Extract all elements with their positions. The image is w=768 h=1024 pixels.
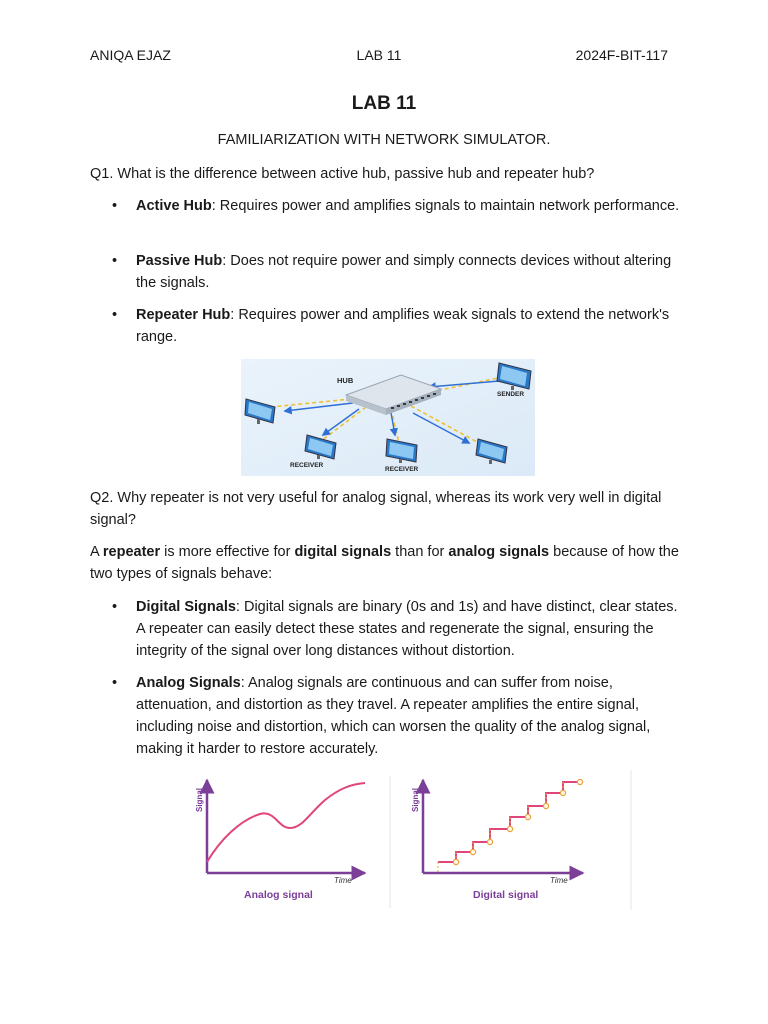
intro-text: is more effective for	[160, 544, 295, 560]
bullet-desc: : Analog signals are continuous and can suffer from noise, attenuation, and distortion as they travel. A repeater amplifies the entire signal, including noise and distortion, which can worsen the quality of the analog signal, making it harder to restore accurately.	[136, 675, 651, 757]
hub-label: HUB	[337, 376, 354, 385]
bullet-dot: •	[112, 253, 118, 269]
bullet-term: Passive Hub	[136, 253, 223, 269]
bullet-term: Active Hub	[136, 198, 212, 214]
bullet-term: Analog Signals	[136, 675, 241, 691]
bullet-term: Repeater Hub	[136, 307, 231, 323]
digital-steps	[438, 782, 580, 862]
bullet-text	[136, 195, 682, 217]
y-axis-label: Signal	[195, 787, 204, 812]
analog-caption: Analog signal	[244, 889, 313, 901]
bullet-desc: : Requires power and amplifies signals to maintain network performance.	[211, 198, 680, 214]
bullet-text	[136, 672, 682, 760]
intro-text: A	[90, 544, 103, 560]
receiver-label: RECEIVER	[385, 466, 419, 473]
digital-signal-graph	[411, 779, 583, 901]
q1-question: Q1. What is the difference between active hub, passive hub and repeater hub?	[90, 166, 595, 182]
bullet-desc: : Requires power and amplifies weak signals to extend the network's range.	[136, 307, 670, 345]
bullet-text	[136, 596, 682, 662]
sender-label: SENDER	[497, 391, 525, 398]
bullet-text	[136, 304, 682, 348]
list-item	[112, 596, 682, 662]
page-subtitle: FAMILIARIZATION WITH NETWORK SIMULATOR.	[217, 132, 551, 148]
list-item	[112, 672, 682, 760]
analog-wave	[207, 783, 365, 862]
q2-intro	[90, 541, 680, 585]
intro-text: because of how the two types of signals behave:	[90, 544, 679, 582]
list-item	[112, 304, 682, 348]
intro-term: repeater	[102, 544, 161, 560]
intro-term: analog signals	[448, 544, 550, 560]
analog-signal-graph	[195, 780, 365, 901]
bullet-dot: •	[112, 198, 118, 214]
bullet-dot: •	[112, 307, 118, 323]
intro-text: than for	[391, 544, 449, 560]
bullet-term: Digital Signals	[136, 599, 236, 615]
student-id: 2024F-BIT-117	[575, 47, 668, 63]
page-header	[90, 47, 668, 67]
bullet-desc: : Digital signals are binary (0s and 1s) and have distinct, clear states. A repeater can easily detect these states and regenerate the signal, ensuring the integrity of the signal over long distances without distortion.	[136, 599, 678, 659]
receiver-label: RECEIVER	[290, 462, 324, 469]
hub-network-diagram	[241, 359, 535, 476]
y-axis-label: Signal	[411, 787, 420, 812]
author-name: ANIQA EJAZ	[90, 47, 171, 63]
list-item	[112, 195, 682, 239]
header-lab: LAB 11	[356, 47, 402, 63]
x-axis-label: Time	[550, 876, 568, 885]
intro-term: digital signals	[294, 544, 392, 560]
q2-question: Q2. Why repeater is not very useful for analog signal, whereas its work very well in digital signal?	[90, 490, 662, 528]
bullet-dot: •	[112, 675, 118, 691]
bullet-text	[136, 250, 682, 294]
list-item	[112, 250, 682, 294]
bullet-desc: : Does not require power and simply connects devices without altering the signals.	[136, 253, 672, 291]
digital-caption: Digital signal	[473, 889, 539, 901]
sample-points	[453, 779, 582, 864]
bullet-dot: •	[112, 599, 118, 615]
page-title: LAB 11	[351, 93, 417, 114]
x-axis-label: Time	[334, 876, 352, 885]
signal-comparison-figure	[190, 770, 634, 910]
